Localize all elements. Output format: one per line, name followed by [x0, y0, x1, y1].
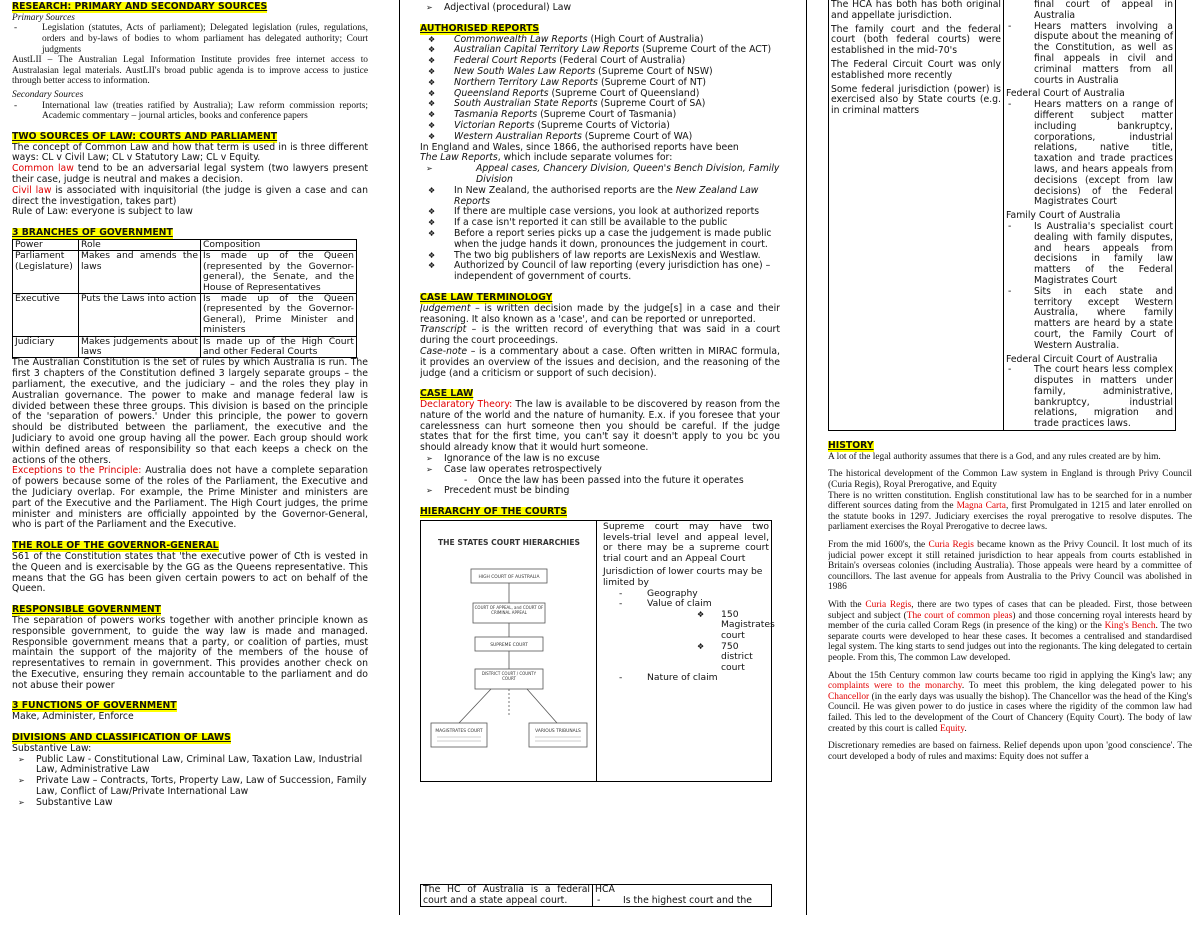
heading-divisions: DIVISIONS AND CLASSIFICATION OF LAWS: [12, 732, 231, 744]
rule-of-law: Rule of Law: everyone is subject to law: [12, 206, 193, 218]
report-name: Federal Court Reports: [454, 55, 557, 67]
heading-responsible-government: RESPONSIBLE GOVERNMENT: [12, 604, 161, 616]
diagram-title: THE STATES COURT HIERARCHIES: [437, 538, 581, 548]
common-law-term: Common law: [12, 163, 74, 175]
connector-line: [527, 689, 557, 723]
report-name: New South Wales Law Reports: [454, 65, 596, 77]
secondary-sources-label: Secondary Sources: [12, 89, 84, 100]
table-header-cell: Power: [13, 239, 79, 250]
magistrates-court-label: MAGISTRATES COURT: [435, 729, 483, 735]
kings-bench-term: King's Bench: [1104, 621, 1156, 632]
history-paragraph: A lot of the legal authority assumes that there is a God, and any rules created are by him.: [828, 451, 1161, 462]
heading-two-sources: TWO SOURCES OF LAW: COURTS AND PARLIAMENT: [12, 130, 278, 142]
substantive-label: Substantive Law:: [12, 742, 92, 754]
secondary-sources-item: - International law (treaties ratified by Australia); Law reform commission reports; Academic commentary – journal articles, books and conference papers: [12, 101, 368, 122]
nz-title: New Zealand Law Reports: [454, 184, 759, 207]
report-court: (Supreme Courts of Victoria): [534, 119, 670, 131]
table-row: [13, 336, 357, 358]
report-court: (Supreme Court of NSW): [595, 65, 713, 77]
list-subitem: ❖ 150 Magistrates court: [603, 610, 769, 642]
history-paragraph: [828, 491, 1192, 533]
report-name: Western Australian Reports: [454, 130, 582, 142]
table-cell: Is made up of the Queen (represented by the Governor-general), the Senate, and the House of Representatives: [201, 251, 357, 294]
transcript-text: – is the written record of everything that was said in a court during the court proceedings.: [420, 324, 780, 347]
functions-text: Make, Administer, Enforce: [12, 711, 134, 723]
hierarchy-diagram-cell: [421, 521, 597, 781]
district-court-label: DISTRICT COURT / COUNTY COURT: [481, 671, 537, 682]
report-name: Victorian Reports: [454, 119, 535, 131]
appeal-court-label: COURT OF APPEAL, and COURT OF CRIMINAL APPEAL: [474, 605, 544, 616]
history-text: became known as the Privy Council. It lost much of its judicial power except it still retained jurisdiction to hear appeals from courts established in Britain's overseas colonies (including Australia). Those appeals were heard by a committee of councillors. The last avenue for appeals from Australia to the Privy Council was abolished in 1986: [828, 540, 1192, 593]
list-item: ➢ Public Law - Constitutional Law, Criminal Law, Taxation Law, Industrial Law, Administrative Law: [12, 755, 368, 777]
heading-three-branches: 3 BRANCHES OF GOVERNMENT: [12, 227, 173, 239]
common-law-text: tend to be an adversarial legal system (two lawyers present their case, judge is neutral and makes a decision.: [12, 163, 368, 185]
two-sources-paragraph: The concept of Common Law and how that term is used in is three different ways: CL v Civil Law; CL v Statutory Law; CL v Equity.: [12, 141, 368, 164]
table-cell: Is made up of the Queen (represented by the Governor-General), Prime Minister and ministers: [201, 293, 357, 336]
heading-authorised-reports: AUTHORISED REPORTS: [420, 22, 540, 34]
column-divider-right: [806, 0, 807, 915]
common-law-paragraph: [12, 164, 368, 186]
court-hierarchy-diagram: [421, 521, 597, 779]
judgement-term: Judgement: [420, 302, 471, 314]
constitution-paragraph: The Australian Constitution is the set of rules by which Australia is run. The first 3 chapters of the Constitution defined 3 largely separate groups – the parliament, the executive, and the judiciary – and the roles they play in Australian governance. The power to make and manage federal law is divided between these three groups. This division is based on the principle of the 'separation of powers.' Under this principle, the power to govern should be distributed between the parliament, the executive and the Judiciary to avoid one group having all the power. Each group should work within defined areas of responsibility so that each keeps a check on the actions of the others.: [12, 357, 368, 466]
declaratory-term: Declaratory Theory:: [420, 399, 513, 411]
history-text: From the mid 1600's, the: [828, 540, 929, 551]
branches-table: [12, 239, 357, 358]
report-name: Australian Capital Territory Law Reports: [454, 44, 640, 56]
table-cell: [829, 0, 1004, 431]
supreme-court-label: SUPREME COURT: [490, 643, 528, 649]
list-item: - Geography: [603, 589, 769, 600]
heading-research-sources: RESEARCH: PRIMARY AND SECONDARY SOURCES: [12, 1, 268, 12]
list-item: - Is the highest court and the: [595, 896, 769, 907]
table-cell: Puts the Laws into action: [79, 293, 201, 336]
heading-case-law-terminology: CASE LAW TERMINOLOGY: [420, 291, 553, 303]
report-court: (Supreme Court of SA): [597, 98, 706, 110]
england-line: In England and Wales, since 1866, the authorised reports have been: [420, 141, 739, 153]
report-name: Northern Territory Law Reports: [454, 76, 598, 88]
table-row: [829, 0, 1176, 431]
list-item: ❖ If a case isn't reported it can still be available to the public: [420, 218, 780, 229]
report-court: (High Court of Australia): [587, 33, 704, 45]
list-item: ❖ Before a report series picks up a case the judgement is made public when the judge hands it down, pronounces the judgement in court.: [420, 229, 780, 251]
list-item: ❖ If there are multiple case versions, you look at authorized reports: [420, 207, 780, 218]
civil-law-term: Civil law: [12, 184, 52, 196]
history-text: There is no written constitution. English constitutional law has to be searched for in a number different sources dating from the: [828, 490, 1192, 512]
hca-table: [420, 884, 772, 907]
federal-circuit-court-title: Federal Circuit Court of Australia: [1006, 353, 1158, 365]
district-court-label-wrap: [476, 671, 542, 689]
report-court: (Supreme Court of Queensland): [548, 87, 700, 99]
table-cell: Is made up of the High Court and other Federal Courts: [201, 336, 357, 358]
list-subitem: ❖ 750 district court: [603, 642, 769, 674]
nz-text: In New Zealand, the authorised reports are the: [454, 184, 676, 196]
history-text: , first Promulgated in 1215 and later enrolled on the statute books in 1297. Judiciary exercises the royal prerogative to resolve disputes. The parliament exercises the Royal Prerogative to decree laws.: [828, 501, 1192, 533]
list-item: - Value of claim: [603, 599, 769, 610]
table-cell: The HC of Australia is a federal court and a state appeal court.: [421, 885, 593, 907]
casenote-term: Case-note: [420, 345, 468, 357]
table-header-row: [13, 239, 357, 250]
report-court: (Federal Court of Australia): [556, 55, 686, 67]
tribunals-label: VARIOUS TRIBUNALS: [535, 729, 581, 735]
magna-carta-term: Magna Carta: [956, 501, 1006, 512]
list-item: - Sits in each state and territory except Western Australia, where family matters are heard by a state court, the Family Court of Western Australia.: [1006, 287, 1173, 352]
list-item: - The court hears less complex disputes in matters under family, administrative, bankruptcy, industrial relations, migration and trade practices laws.: [1006, 365, 1173, 430]
declaratory-paragraph: [420, 400, 780, 454]
list-item: ➢ Ignorance of the law is no excuse: [420, 454, 780, 465]
list-item: ➢ Substantive Law: [12, 798, 368, 809]
heading-history: HISTORY: [828, 440, 874, 452]
table-row: [421, 885, 772, 907]
table-cell: Makes and amends the laws: [79, 251, 201, 294]
court-note: The HCA has both has both original and appellate jurisdiction.: [831, 0, 1001, 21]
report-court: (Supreme Court of Tasmania): [537, 109, 677, 121]
reports-list: [420, 35, 780, 143]
report-name: Commonwealth Law Reports: [454, 33, 588, 45]
table-cell: [1004, 0, 1176, 431]
appeal-cases-item: ➢ Appeal cases, Chancery Division, Queen's Bench Division, Family Division: [420, 164, 780, 186]
casenote-definition: [420, 347, 780, 379]
transcript-definition: [420, 325, 780, 347]
primary-sources-item: - Legislation (statutes, Acts of parliament); Delegated legislation (rules, regulations, orders and by-laws of bodies to whom parliament has delegated authority; Court judgments: [12, 23, 368, 55]
hierarchy-table: [420, 520, 775, 782]
history-text: , there are two types of cases that can be pleaded. First, those between subject and subject (: [828, 600, 1192, 621]
exceptions-term: Exceptions to the Principle:: [12, 465, 142, 477]
primary-sources-label: Primary Sources: [12, 12, 75, 23]
report-name: Tasmania Reports: [454, 109, 538, 121]
high-court-label: HIGH COURT OF AUSTRALIA: [478, 575, 540, 581]
family-court-title: Family Court of Australia: [1006, 210, 1121, 222]
report-name: Queensland Reports: [454, 87, 549, 99]
list-item: ❖ Authorized by Council of law reporting (every jurisdiction has one) – independent of government of courts.: [420, 261, 780, 283]
report-court: (Supreme Court of the ACT): [639, 44, 772, 56]
list-item: - Hears matters involving a dispute about the meaning of the Constitution, as well as final appeals in civil and criminal matters from all courts in Australia: [1006, 22, 1173, 87]
column-divider-left: [399, 0, 400, 915]
history-paragraph: The historical development of the Common Law system in England is through Privy Council (Curia Regis), Royal Prerogative, and Equity: [828, 469, 1192, 491]
list-subitem: - Once the law has been passed into the future it operates: [420, 476, 780, 487]
report-court: (Supreme Court of NT): [598, 76, 707, 88]
column-2: [420, 0, 780, 927]
table-row: [13, 251, 357, 294]
equity-term: Equity: [939, 723, 965, 734]
court-note: The family court and the federal court (both federal courts) were established in the mid-70's: [831, 23, 1001, 57]
report-court: (Supreme Court of WA): [581, 130, 693, 142]
history-paragraph: About the 15th Century common law courts became too rigid in applying the King's law; any complaints were to the monarchy. To meet this problem, the king delegated power to his Chancellor (in the early days was usually the bishop). The Chancellor was the head of the King's Council. He was given power to do justice in cases where the rigidity of the common law had failed. This led to the development of the Court of Chancery (Equity Court). The body of law created by this court is called Equity.: [828, 670, 1192, 734]
curia-regis-term: Curia Regis: [865, 600, 912, 610]
curia-regis-term: Curia Regis: [928, 540, 974, 551]
declaratory-text: The law is available to be discovered by reason from the nature of the world and the nature of humanity. E.x. if you foresee that your carelessness can hurt someone then you should be careful. If the judge states that for the first time, you can't say it doesn't apply to you bc you should already know that it would hurt someone.: [420, 399, 780, 454]
hierarchy-notes-cell: [601, 521, 775, 685]
common-pleas-term: The court of common pleas: [906, 610, 1013, 621]
column-3: [828, 0, 1192, 927]
history-text: ) and those concerning royal interests heard by member of the curia called Coram Regs (in presence of the king) or the: [828, 610, 1192, 632]
court-note: Some federal jurisdiction (power) is exercised also by State courts (e.g. in criminal matters: [831, 83, 1001, 117]
hca-continued: final court of appeal in Australia: [1034, 0, 1173, 21]
history-paragraph: [828, 600, 1192, 664]
table-header-cell: Role: [79, 239, 201, 250]
gg-paragraph: S61 of the Constitution states that 'the executive power of Cth is vested in the Queen and is exercisable by the GG as the Queens representative. This means that the GG has been given certain powers to act on behalf of the Queen.: [12, 550, 368, 595]
connector-line: [459, 689, 491, 723]
list-item: - Hears matters on a range of different subject matter including bankruptcy, corporations, industrial relations, native title, taxation and trade practices laws, and hears appeals from decisions (except from law decisions) of the Federal Magistrates Court: [1006, 100, 1173, 208]
civil-law-text: is associated with inquisitorial (the judge is given a case and can direct the investigation, takes part): [12, 184, 368, 207]
history-text: With the: [828, 600, 866, 610]
list-item: ➢ Case law operates retrospectively: [420, 465, 780, 476]
history-text: . The two separate courts were developed to hear these cases. It becomes a centralised and standardised legal system. The king starts to send judges out into the regionants. The king delegated to certain people. From this, The common Law developed.: [828, 621, 1192, 663]
austlii-paragraph: AustLII – The Australian Legal Information Institute provides free internet access to Australasian legal materials. AustLII's broad public agenda is to improve access to justice through better access to information.: [12, 55, 368, 87]
table-row: [13, 293, 357, 336]
table-cell: Makes judgements about laws: [79, 336, 201, 358]
table-header-cell: Composition: [201, 239, 357, 250]
history-paragraph: [828, 540, 1192, 593]
adjectival-law-item: ➢ Adjectival (procedural) Law: [420, 3, 780, 14]
federal-court-title: Federal Court of Australia: [1006, 88, 1125, 100]
history-text: . To meet this problem, the king delegated power to his: [961, 681, 1192, 692]
list-item: - Nature of claim: [603, 673, 769, 684]
complaints-term: complaints were to the monarchy: [828, 681, 962, 692]
rg-paragraph: The separation of powers works together with another principle known as responsible government, to guide the way law is made and managed. Responsible government means that a party, or coalition of parties, must maintain the support of the majority of the members of the house of representatives to remain in government. This provides another check on the Executive, ensuring they remain accountable to the parliament and do not abuse their power: [12, 614, 368, 691]
transcript-term: Transcript: [420, 324, 467, 336]
judgement-text: – is written decision made by the judge[s] in a case and their reasoning. It also known as a 'case', and can be reported or unreported.: [420, 302, 780, 325]
tribunals-box: [529, 723, 587, 747]
exceptions-paragraph: [12, 466, 368, 531]
list-item: - Is Australia's specialist court dealing with family disputes, and hears appeals from decisions in family law matters of the Federal Magistrates Court: [1006, 222, 1173, 287]
civil-law-paragraph: [12, 186, 368, 208]
report-name: South Australian State Reports: [454, 98, 598, 110]
table-cell: Judiciary: [13, 336, 79, 358]
history-text: About the 15th Century common law courts became too rigid in applying the King's law; any: [828, 670, 1192, 681]
heading-three-functions: 3 FUNCTIONS OF GOVERNMENT: [12, 700, 177, 712]
list-item: [420, 186, 780, 208]
table-cell: Parliament (Legislature): [13, 251, 79, 294]
heading-governor-general: THE ROLE OF THE GOVERNOR-GENERAL: [12, 540, 219, 552]
list-item: ➢ Private Law – Contracts, Torts, Property Law, Law of Succession, Family Law, Conflict of Law/Private International Law: [12, 776, 368, 798]
table-cell: Executive: [13, 293, 79, 336]
law-reports-title: The Law Reports: [420, 152, 498, 164]
column-1: [12, 0, 368, 927]
heading-hierarchy: HIERARCHY OF THE COURTS: [420, 506, 567, 518]
court-note: The Federal Circuit Court was only established more recently: [831, 58, 1001, 81]
hca-heading: HCA: [595, 884, 615, 895]
list-item: ❖ The two big publishers of law reports are LexisNexis and Westlaw.: [420, 251, 780, 262]
law-reports-text: , which include separate volumes for:: [497, 152, 673, 164]
history-paragraph: Discretionary remedies are based on fairness. Relief depends upon upon 'good conscience'. The court developed a body of rules and maxims: Equity does not suffer a: [828, 741, 1192, 762]
history-text: (in the early days was usually the bishop). The Chancellor was the head of the King's Council. He was given power to do justice in cases where the rigidity of the common law had failed. This led to the development of the Court of Chancery (Equity Court). The body of law created by this court is called: [828, 691, 1192, 734]
chancellor-term: Chancellor: [828, 691, 870, 702]
exceptions-text: Australia does not have a complete separation of powers because some of the roles of the Parliament, the Executive and the Judiciary overlap. For example, the Prime Minister and ministers are part of the Executive and the Parliament. The High Court judges, the prime minister and ministers are officially appointed by the Governor-General, who is part of the Parliament and the Executive.: [12, 465, 368, 531]
heading-case-law: CASE LAW: [420, 388, 474, 400]
judgement-definition: [420, 304, 780, 326]
list-item: [420, 132, 780, 143]
table-cell: [593, 885, 772, 907]
jurisdiction-note: Jurisdiction of lower courts may be limited by: [603, 566, 763, 589]
list-item: ➢ Precedent must be binding: [420, 486, 780, 497]
appeal-court-label-wrap: [474, 605, 544, 623]
casenote-text: – is a commentary about a case. Often written in MIRAC formula, it provides an overview of the issues and decision, and the reasoning of the judge (and a criticism or support of such decision).: [420, 345, 780, 379]
supreme-court-note: Supreme court may have two levels-trial level and appeal level, or there may be a supreme court trial court and an Appeal Court: [603, 521, 769, 564]
courts-table: [828, 0, 1176, 431]
magistrates-court-box: [431, 723, 487, 747]
